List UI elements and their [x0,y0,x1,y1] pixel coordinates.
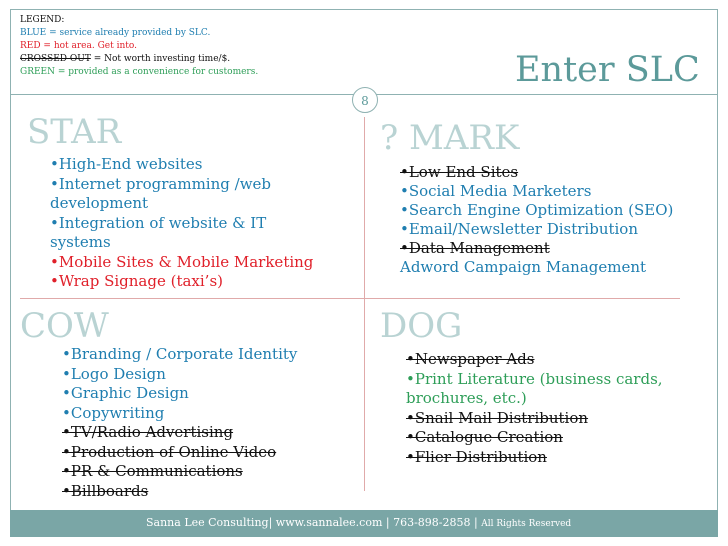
dog-item: •Newspaper Ads [406,350,535,368]
footer-rights: All Rights Reserved [481,519,572,529]
horizontal-axis-line [20,298,680,299]
question-item: •Email/Newsletter Distribution [400,220,638,238]
star-item: •Wrap Signage (taxi’s) [50,272,223,290]
cow-item: •TV/Radio Advertising [62,423,234,441]
cow-item: •PR & Communications [62,462,243,480]
quadrant-list-question [400,163,673,277]
star-item: •Mobile Sites & Mobile Marketing [50,252,314,271]
quadrant-title-question: ? MARK [380,118,520,158]
question-item: •Data Management [400,239,550,257]
legend-crossed-rest: = Not worth investing time/$. [90,54,231,64]
question-item: •Low End Sites [400,163,519,181]
cow-item: •Production of Online Video [62,442,277,461]
quadrant-title-cow: COW [20,306,109,346]
footer-text [146,515,571,532]
dog-item: •Catalogue Creation [406,428,563,446]
legend [20,14,258,79]
quadrant-title-star: STAR [27,112,122,152]
dog-item: •Flier Distribution [406,447,547,466]
legend-green: GREEN = provided as a convenience for customers. [20,67,259,77]
quadrant-list-dog [406,350,663,467]
dog-item: brochures, etc.) [406,389,527,407]
quadrant-title-dog: DOG [380,306,463,346]
question-item: •Social Media Marketers [400,182,592,200]
footer-contact: Sanna Lee Consulting| www.sannalee.com | 763-898-2858 | [146,516,482,529]
star-item: •Internet programming /web [50,174,272,193]
dog-item: •Snail Mail Distribution [406,408,589,427]
cow-item: •Logo Design [62,364,166,383]
legend-crossed-label: CROSSED OUT [20,54,91,64]
legend-heading: LEGEND: [20,15,65,25]
cow-item: •Graphic Design [62,384,189,402]
dog-item: •Print Literature (business cards, [406,369,663,388]
question-item: Adword Campaign Management [400,258,647,276]
cow-item: •Branding / Corporate Identity [62,345,298,363]
star-item: •Integration of website & IT [50,213,267,232]
page-number-badge: 8 [352,87,378,113]
star-item: development [50,194,149,212]
question-item: •Search Engine Optimization (SEO) [400,201,674,219]
cow-item: •Copywriting [62,403,165,422]
quadrant-list-star [50,155,313,292]
quadrant-list-cow [62,345,297,501]
star-item: •High-End websites [50,155,203,173]
cow-item: •Billboards [62,481,149,500]
legend-red: RED = hot area. Get into. [20,41,138,51]
star-item: systems [50,233,111,251]
legend-crossed [20,53,258,66]
vertical-axis-line [364,117,365,491]
slide-title: Enter SLC [515,50,700,90]
legend-blue: BLUE = service already provided by SLC. [20,28,211,38]
